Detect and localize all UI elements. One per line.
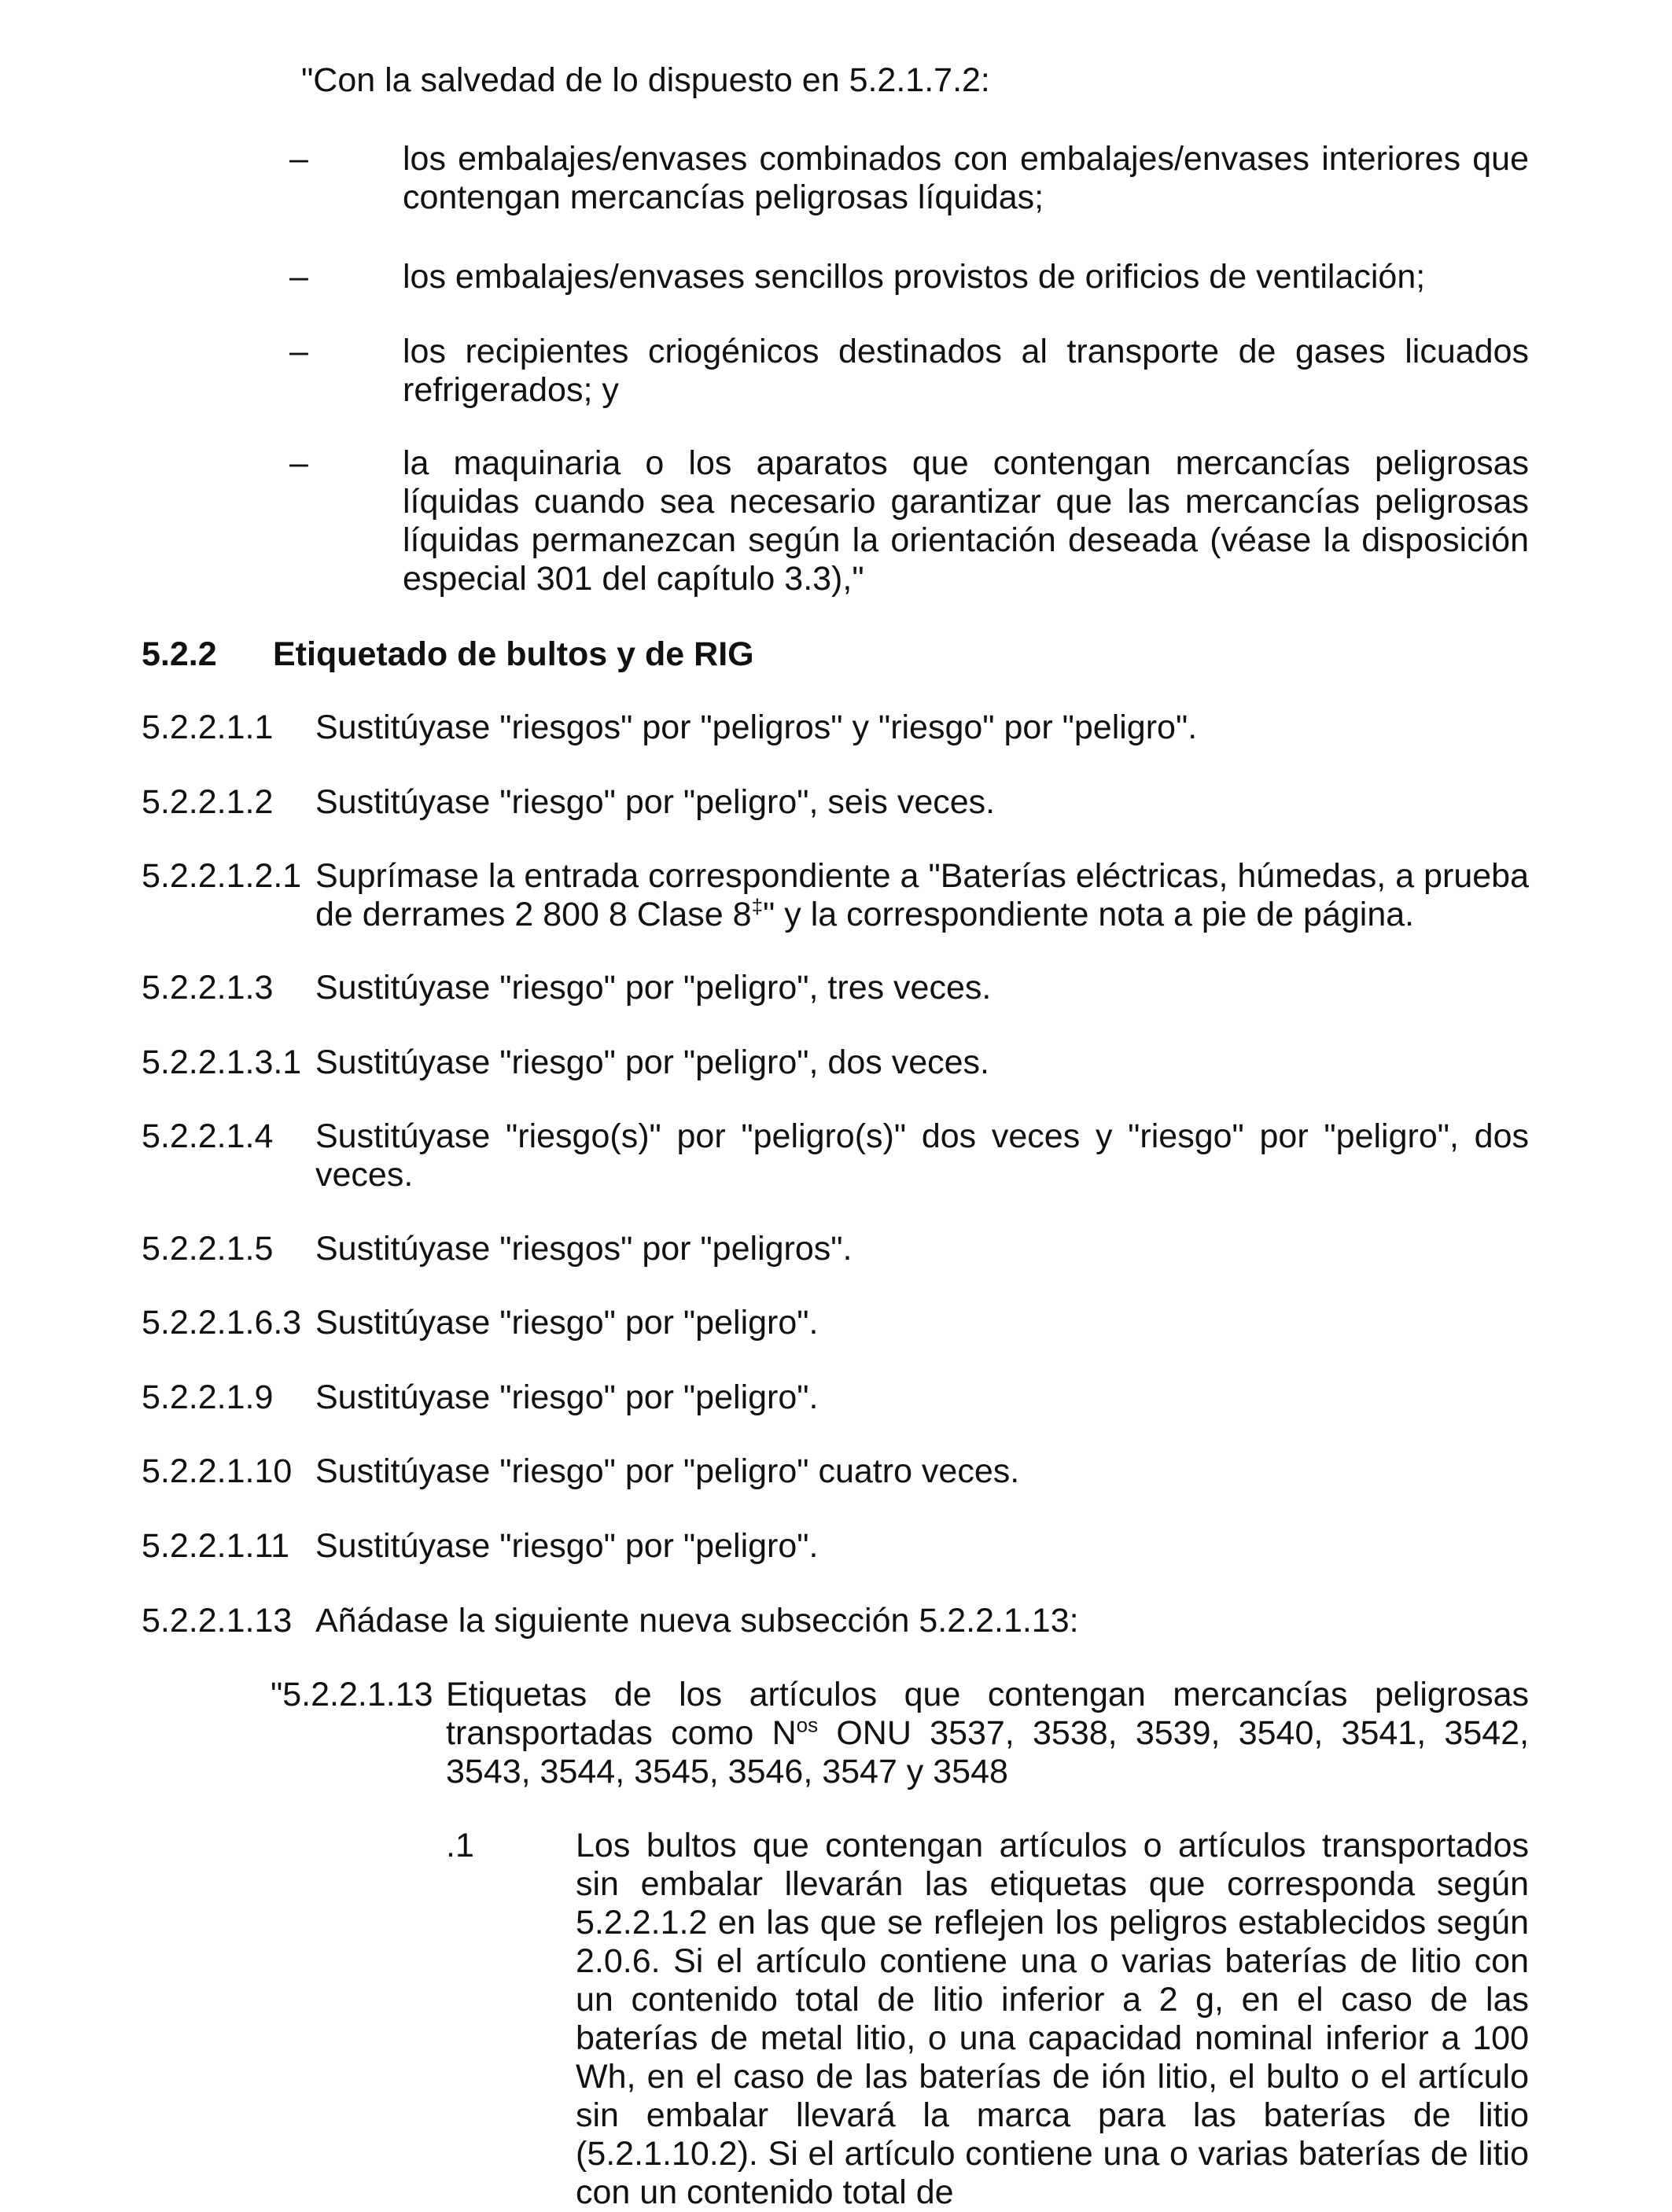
clause-text: Sustitúyase "riesgos" por "peligros". — [315, 1230, 853, 1268]
clause-number: 5.2.2.1.1 — [142, 709, 274, 746]
dash-item-text: los embalajes/envases combinados con embalajes/envases interiores que contengan mercancías peligrosas líquidas; — [403, 140, 1529, 216]
clause-text: Sustitúyase "riesgo" por "peligro", tres veces. — [315, 969, 992, 1007]
footnote-marker: ‡ — [751, 894, 764, 918]
clause-number: 5.2.2.1.9 — [142, 1378, 274, 1416]
clause-number: 5.2.2.1.13 — [142, 1602, 293, 1640]
clause-number: 5.2.2.1.3 — [142, 969, 274, 1007]
subsection-title-part: ONU 3537, 3538, 3539, 3540, 3541, 3542, 3543, 3544, 3545, 3546, 3547 y 3548 — [446, 1714, 1530, 1791]
subsection-title-part: Etiquetas de los artículos que contengan mercancías peligrosas transportadas como N — [446, 1676, 1529, 1752]
clause-text-part: Suprímase la entrada correspondiente a "Baterías eléctricas, húmedas, a prueba de derrames 2 800 8 Clase 8 — [315, 857, 1529, 933]
clause-text: Sustitúyase "riesgo" por "peligro". — [315, 1304, 819, 1342]
section-number: 5.2.2 — [142, 635, 217, 673]
point-text: Los bultos que contengan artículos o artículos transportados sin embalar llevarán las etiquetas que corresponda según 5.2.2.1.2 en las que se reflejen los peligros establecidos según 2.0.6. Si el artículo contiene una o varias baterías de litio con un contenido total de litio inferior a 2 g, en el caso de las baterías de metal litio, o una capacidad nominal inferior a 100 Wh, en el caso de las baterías de ión litio, el bulto o el artículo sin embalar llevará la marca para las baterías de litio (5.2.1.10.2). Si el artículo contiene una o varias baterías de litio con un contenido total de — [576, 1827, 1529, 2211]
clause-text-part: " y la correspondiente nota a pie de página. — [763, 896, 1415, 933]
dash-marker: – — [289, 444, 308, 482]
subsection-number: "5.2.2.1.13 — [271, 1676, 433, 1713]
clause-number: 5.2.2.1.6.3 — [142, 1304, 302, 1342]
clause-number: 5.2.2.1.5 — [142, 1230, 274, 1268]
clause-number: 5.2.2.1.3.1 — [142, 1043, 302, 1081]
clause-text: Sustitúyase "riesgo" por "peligro". — [315, 1378, 819, 1416]
point-number: .1 — [446, 1827, 474, 1864]
section-title: Etiquetado de bultos y de RIG — [273, 635, 754, 673]
dash-item-text: los recipientes criogénicos destinados al transporte de gases licuados refrigerados; y — [403, 333, 1529, 409]
clause-text — [315, 857, 1529, 934]
plural-superscript: os — [796, 1713, 819, 1737]
clause-text: Sustitúyase "riesgo" por "peligro", seis veces. — [315, 783, 996, 821]
clause-text: Sustitúyase "riesgo" por "peligro" cuatro veces. — [315, 1452, 1020, 1490]
clause-text: Sustitúyase "riesgo" por "peligro", dos veces. — [315, 1043, 989, 1081]
clause-number: 5.2.2.1.2.1 — [142, 857, 302, 895]
dash-item-text: la maquinaria o los aparatos que contengan mercancías peligrosas líquidas cuando sea necesario garantizar que las mercancías peligrosas líquidas permanezcan según la orientación deseada (véase la disposición especial 301 del capítulo 3.3)," — [403, 444, 1529, 598]
intro-text: "Con la salvedad de lo dispuesto en 5.2.1.7.2: — [301, 61, 990, 99]
clause-number: 5.2.2.1.4 — [142, 1117, 274, 1155]
dash-marker: – — [289, 140, 308, 178]
dash-marker: – — [289, 333, 308, 370]
clause-number: 5.2.2.1.2 — [142, 783, 274, 821]
clause-text: Añádase la siguiente nueva subsección 5.2.2.1.13: — [315, 1602, 1079, 1640]
clause-number: 5.2.2.1.11 — [142, 1527, 290, 1565]
clause-text: Sustitúyase "riesgo(s)" por "peligro(s)" dos veces y "riesgo" por "peligro", dos veces. — [315, 1117, 1529, 1194]
clause-text: Sustitúyase "riesgos" por "peligros" y "riesgo" por "peligro". — [315, 709, 1198, 746]
dash-marker: – — [289, 258, 308, 296]
subsection-title — [446, 1676, 1529, 1791]
clause-number: 5.2.2.1.10 — [142, 1452, 293, 1490]
clause-text: Sustitúyase "riesgo" por "peligro". — [315, 1527, 819, 1565]
dash-item-text: los embalajes/envases sencillos provistos de orificios de ventilación; — [403, 258, 1426, 296]
